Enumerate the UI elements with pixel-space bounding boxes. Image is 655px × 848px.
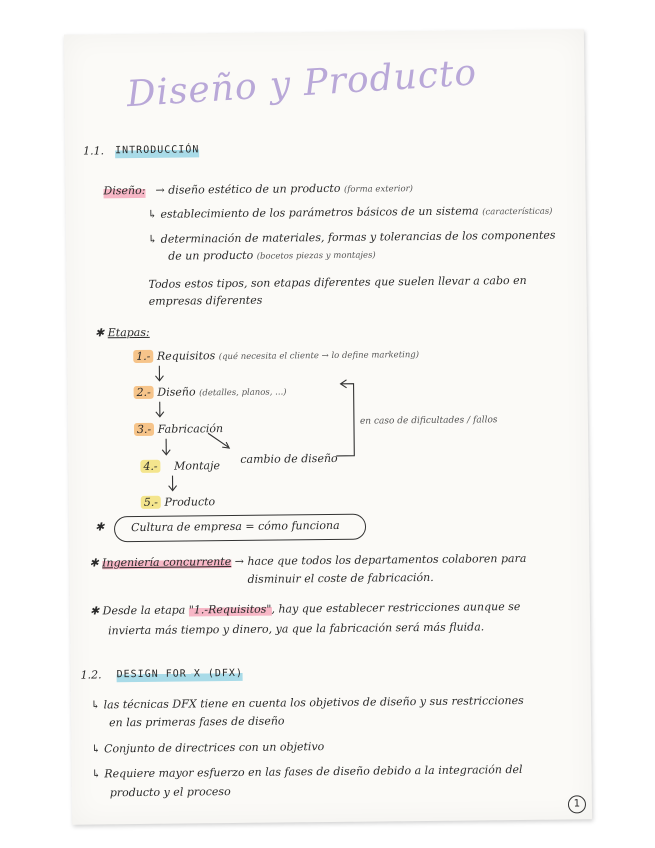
feedback-note: en caso de dificultades / fallos [359, 415, 498, 427]
step-1-text: Requisitos [156, 349, 216, 363]
section-1-number: 1.1. [83, 144, 105, 158]
desde-text-c: invierta más tiempo y dinero, ya que la fabricación será más fluida. [108, 620, 485, 638]
step-3-text: Fabricación [157, 422, 224, 436]
intro-line-1-note: (forma exterior) [343, 184, 414, 195]
cambio-de-diseno: cambio de diseño [240, 451, 338, 466]
star-icon: ✱ [89, 556, 103, 570]
hook-arrow-icon: ↳ [147, 232, 161, 246]
notebook-page [64, 29, 592, 824]
dfx-item-1a: las técnicas DFX tiene en cuenta los objetivos de diseño y sus restricciones [103, 693, 524, 712]
arrow-right-icon: → [234, 554, 248, 568]
step-1-number: 1.- [133, 350, 153, 363]
hook-arrow-icon: ↳ [91, 742, 105, 756]
concurrente-label: Ingeniería concurrente [102, 555, 232, 570]
dfx-item-2: Conjunto de directrices con un objetivo [104, 740, 325, 756]
step-5-number: 5.- [141, 496, 161, 509]
step-3-number: 3.- [134, 423, 154, 436]
cultura-text: Cultura de empresa = cómo funciona [130, 518, 340, 535]
intro-line-2-note: (características) [482, 206, 553, 218]
section-2-title: DESIGN FOR X (DFX) [116, 667, 244, 681]
hook-arrow-icon: ↳ [91, 767, 105, 781]
intro-line-2: establecimiento de los parámetros básicos de un sistema [160, 204, 479, 221]
step-4-number: 4.- [140, 460, 160, 473]
step-2-number: 2.- [134, 386, 154, 399]
concurrente-text-b: disminuir el coste de fabricación. [247, 570, 434, 586]
page-number: 1 [568, 795, 586, 813]
desde-text-b: , hay que establecer restricciones aunque se [271, 599, 521, 616]
step-1-note: (qué necesita el cliente → lo define marketing) [218, 350, 420, 363]
hook-arrow-icon: ↳ [147, 207, 161, 221]
desde-quote: "1.-Requisitos" [188, 602, 272, 617]
dfx-item-1b: en las primeras fases de diseño [109, 714, 285, 730]
intro-paragraph-a: Todos estos tipos, son etapas diferentes que suelen llevar a cabo en [148, 273, 527, 291]
flow-arrows [64, 29, 589, 554]
intro-line-1: diseño estético de un producto [168, 181, 341, 197]
star-icon: ✱ [89, 604, 103, 618]
intro-line-3a: determinación de materiales, formas y tolerancias de los componentes [160, 228, 556, 246]
step-2-text: Diseño [157, 385, 196, 399]
dfx-item-3a: Requiere mayor esfuerzo en las fases de diseño debido a la integración del [104, 762, 523, 781]
intro-line-3-note: (bocetos piezas y montajes) [256, 250, 376, 262]
page-title: Diseño y Producto [125, 52, 479, 116]
etapas-label: Etapas: [107, 325, 150, 340]
intro-paragraph-b: empresas diferentes [148, 293, 263, 308]
step-5-text: Producto [164, 495, 216, 509]
star-icon: ✱ [94, 520, 105, 534]
section-2-number: 1.2. [80, 668, 102, 682]
diseno-label: Diseño: [103, 183, 146, 198]
step-4-text: Montaje [174, 459, 221, 473]
step-2-note: (detalles, planos, ...) [199, 387, 287, 399]
arrow-right-icon: → [155, 183, 169, 197]
section-1-title: INTRODUCCIÓN [115, 144, 200, 157]
hook-arrow-icon: ↳ [90, 698, 104, 712]
dfx-item-3b: producto y el proceso [109, 785, 231, 800]
intro-line-3b: de un producto [168, 248, 254, 263]
star-icon: ✱ [94, 326, 108, 340]
concurrente-text-a: hace que todos los departamentos colaboren para [247, 551, 527, 568]
desde-text-a: Desde la etapa [102, 603, 186, 618]
